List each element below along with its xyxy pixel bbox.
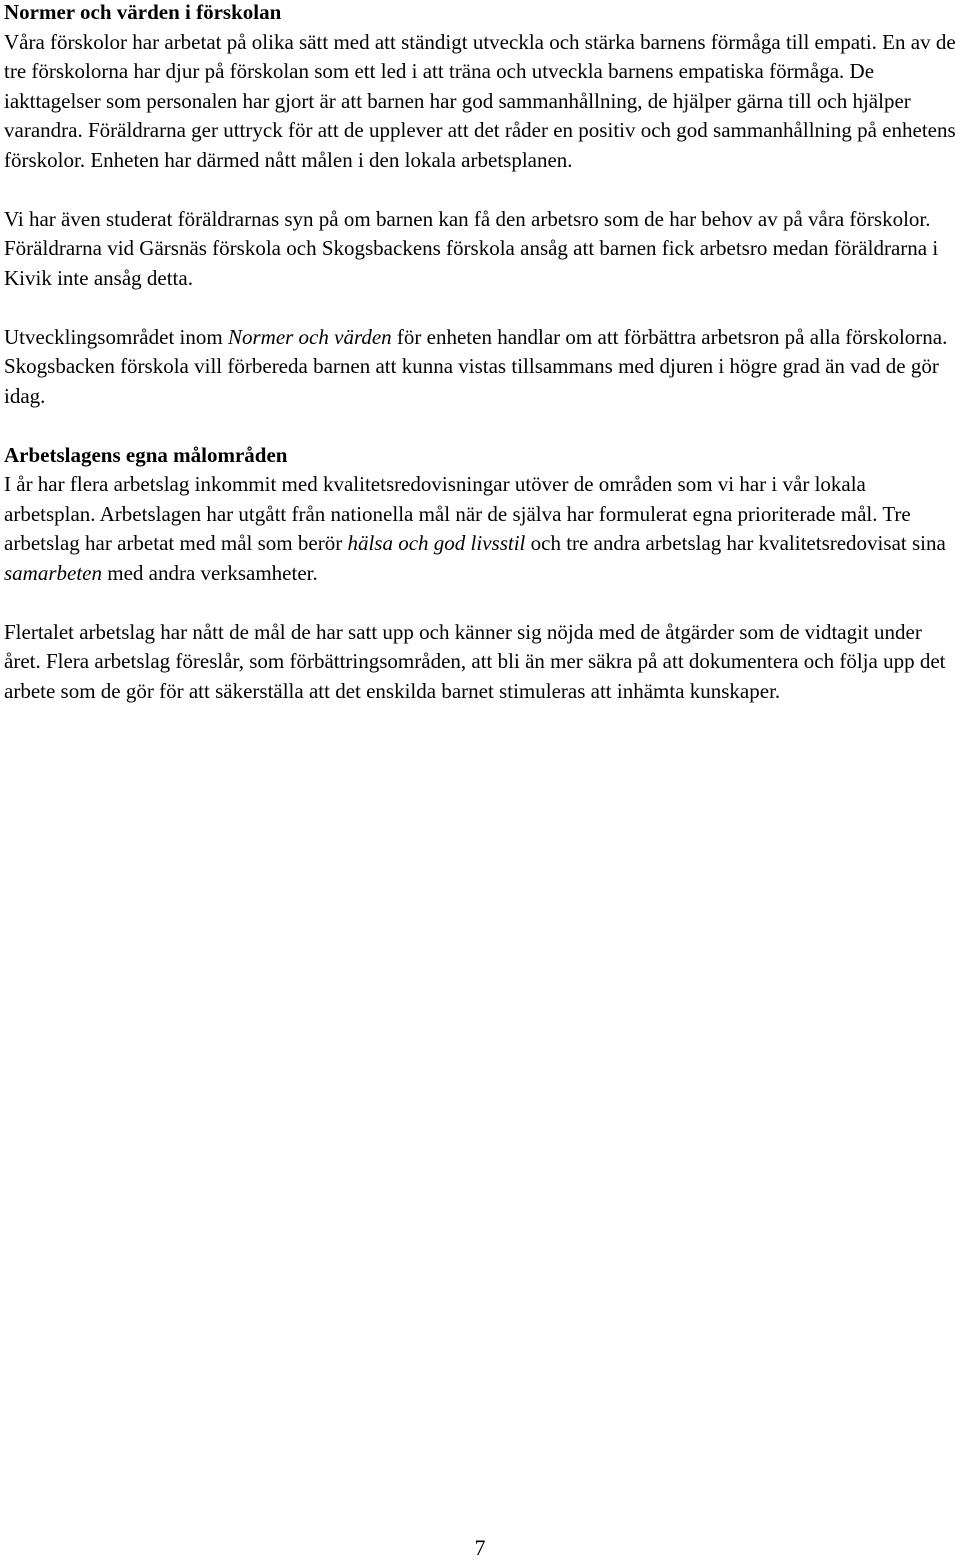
paragraph-text: Våra förskolor har arbetat på olika sätt med att ständigt utveckla och stärka barnens förmåga till empati. En av de tre förskolorna har djur på förskolan som ett led i att träna och utveckla barnens empatiska förmåga. De iakttagelser som personalen har gjort är att barnen har god sammanhållning, de hjälper gärna till och hjälper varandra. Föräldrarna ger uttryck för att de upplever att det råder en positiv och god sammanhållning på enhetens förskolor. Enheten har därmed nått målen i den lokala arbetsplanen. bbox=[4, 29, 956, 172]
paragraph bbox=[4, 323, 956, 412]
paragraph-text: för enheten handlar om att förbättra arbetsron på alla förskolorna. Skogsbacken förskola vill förbereda barnen att kunna vistas tillsammans med djuren i högre grad än vad de gör idag. bbox=[4, 324, 948, 408]
emphasis-text: samarbeten bbox=[4, 560, 102, 585]
paragraph-text: och tre andra arbetslag har kvalitetsredovisat sina bbox=[525, 531, 946, 555]
section-heading: Normer och värden i förskolan bbox=[4, 0, 282, 24]
paragraph bbox=[4, 205, 956, 294]
section-normer-och-varden bbox=[4, 0, 956, 411]
paragraph bbox=[4, 618, 956, 707]
paragraph-text: med andra verksamheter. bbox=[102, 560, 318, 585]
emphasis-text: hälsa och god livsstil bbox=[347, 531, 526, 555]
paragraph bbox=[4, 470, 956, 588]
section-heading: Arbetslagens egna målområden bbox=[4, 442, 288, 467]
paragraph-text: I år har flera arbetslag inkommit med kvalitetsredovisningar utöver de områden som vi har i vår lokala arbetsplan. Arbetslagen har utgått från nationella mål när de själva har formulerat egna prioriterade mål. Tre arbetslag har arbetat med mål som berör bbox=[4, 472, 911, 555]
paragraph bbox=[4, 28, 956, 176]
page-number: 7 bbox=[474, 1535, 486, 1560]
paragraph-text: Vi har även studerat föräldrarnas syn på om barnen kan få den arbetsro som de har behov av på våra förskolor. Föräldrarna vid Gärsnäs förskola och Skogsbackens förskola ansåg att barnen fick arbetsro medan föräldrarna i Kivik inte ansåg detta. bbox=[4, 206, 939, 290]
document-page bbox=[4, 0, 956, 706]
paragraph-text: Utvecklingsområdet inom bbox=[4, 324, 228, 349]
emphasis-text: Normer och värden bbox=[227, 324, 392, 349]
paragraph-text: Flertalet arbetslag har nått de mål de har satt upp och känner sig nöjda med de åtgärder som de vidtagit under året. Flera arbetslag föreslår, som förbättringsområden, att bli än mer säkra på att dokumentera och följa upp det arbete som de gör för att säkerställa att det enskilda barnet stimuleras att inhämta kunskaper. bbox=[4, 619, 946, 703]
section-arbetslagens-egna-malomraden bbox=[4, 441, 956, 707]
